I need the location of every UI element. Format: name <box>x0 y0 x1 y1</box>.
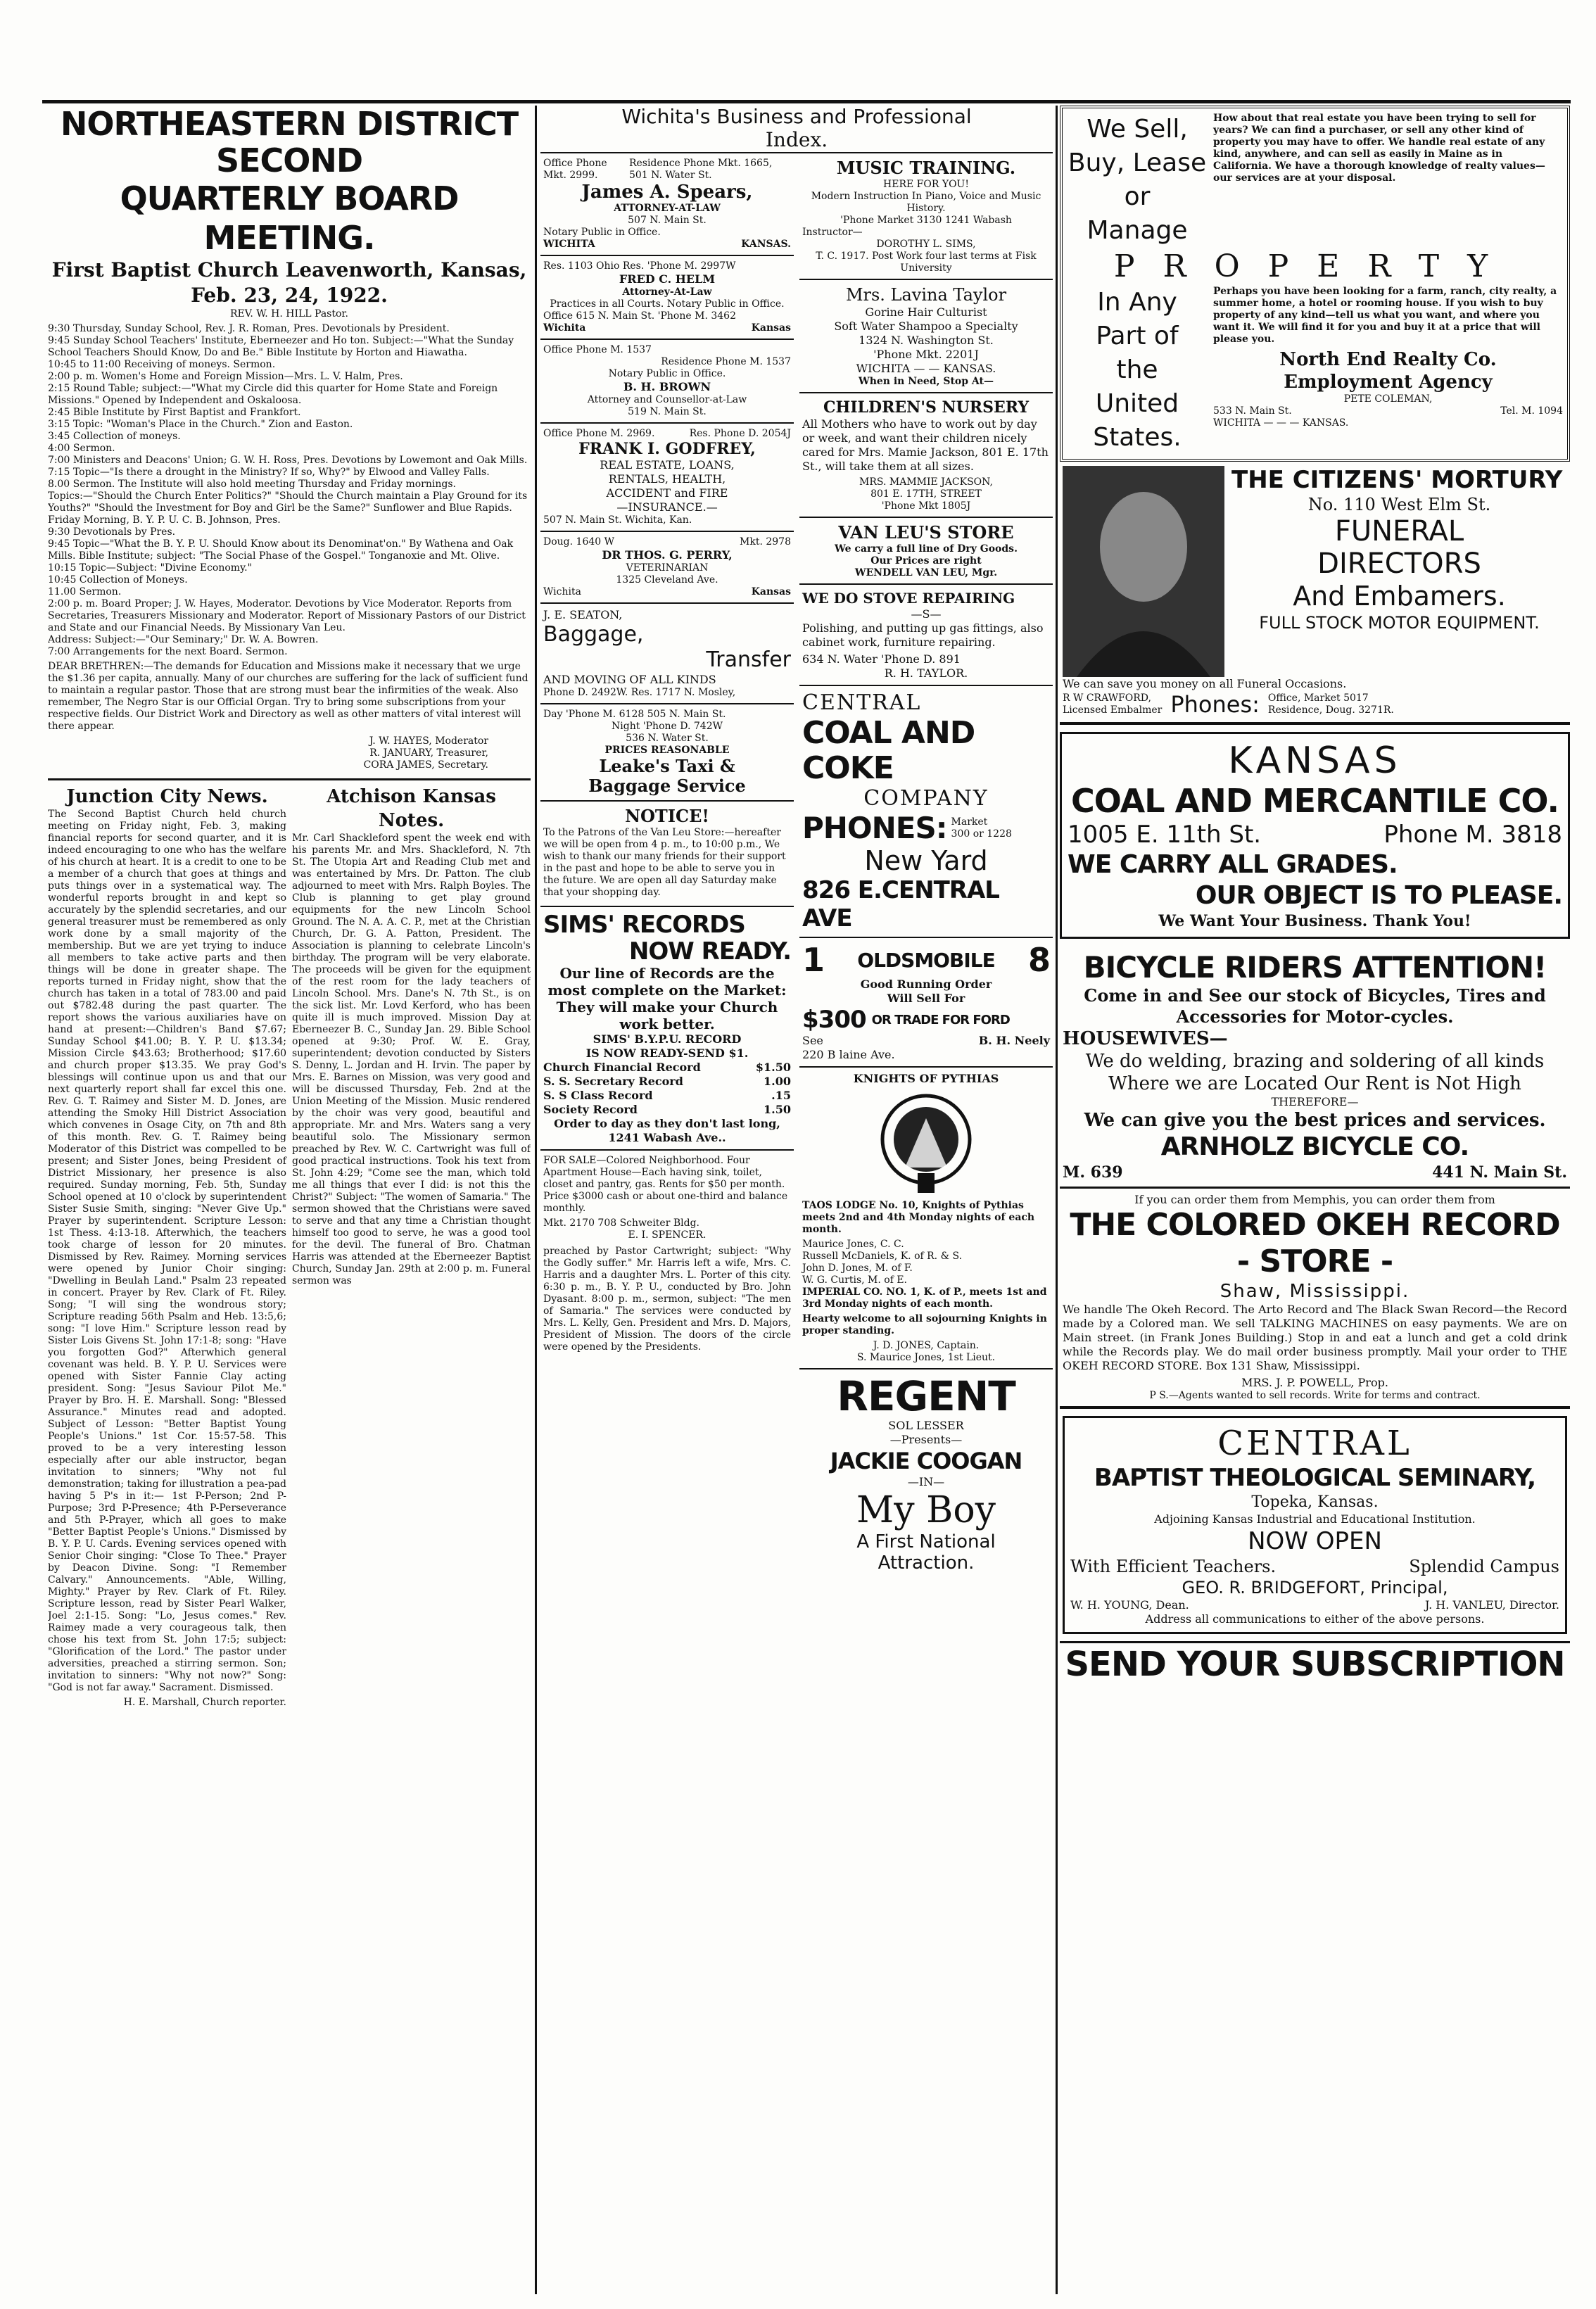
realty-company: North End Realty Co. <box>1279 349 1497 370</box>
ad-helm <box>540 256 794 340</box>
realty-or: or <box>1124 182 1151 211</box>
brown-res: Residence Phone M. 1537 <box>661 356 791 367</box>
knights-body: TAOS LODGE No. 10, Knights of Pythias meets 2nd and 4th Monday nights of each month. <box>802 1200 1035 1235</box>
regent-l4: —IN— <box>907 1475 945 1488</box>
brown-notary: Notary Public in Office. <box>608 368 726 379</box>
godfrey-line4: —INSURANCE.— <box>616 500 718 514</box>
music-name: DOROTHY L. SIMS, <box>876 239 976 250</box>
coal-market: Market <box>951 816 988 828</box>
regent-title: REGENT <box>837 1372 1015 1420</box>
regent-l3: JACKIE COOGAN <box>830 1448 1022 1474</box>
sims-item-name: Society Record <box>543 1103 638 1116</box>
realty-owner: PETE COLEMAN, <box>1343 393 1433 405</box>
leake-day: Day 'Phone M. 6128 505 N. Main St. <box>543 709 726 720</box>
sims-t3: SIMS' B.Y.P.U. RECORD <box>593 1032 742 1046</box>
brown-addr: 519 N. Main St. <box>628 406 707 417</box>
knights-welcome: Hearty welcome to all sojourning Knights in proper standing. <box>802 1313 1047 1336</box>
music-note: T. C. 1917. Post Work four last terms at Fisk University <box>816 251 1037 274</box>
mortuary-l2: DIRECTORS <box>1317 548 1481 580</box>
kansas-l2: COAL AND MERCANTILE CO. <box>1071 782 1559 820</box>
forsale-addr: Mkt. 2170 708 Schweiter Bldg. <box>543 1217 699 1229</box>
godfrey-addr: 507 N. Main St. Wichita, Kan. <box>543 514 692 526</box>
ad-seminary <box>1063 1416 1567 1634</box>
subscribe-banner: SEND YOUR SUBSCRIPTION <box>1060 1641 1570 1685</box>
regent-l1: SOL LESSER <box>888 1419 964 1432</box>
realty-manage: Manage <box>1087 216 1188 245</box>
realty-states: States. <box>1093 423 1182 452</box>
seminary-campus: Splendid Campus <box>1409 1557 1559 1576</box>
realty-property: PROPERTY <box>1113 248 1516 284</box>
bicycle-loc: Where we are Located Our Rent is Not High <box>1108 1073 1521 1094</box>
helm-office: Office 615 N. Main St. 'Phone M. 3462 <box>543 310 736 322</box>
bicycle-sub: Come in and See our stock of Bicycles, Tires and Accessories for Motor-cycles. <box>1084 985 1546 1027</box>
ad-okeh <box>1060 1189 1570 1409</box>
realty-addr: 533 N. Main St. <box>1213 405 1292 417</box>
program-item: 2:00 p. m. Women's Home and Foreign Mission—Mrs. L. V. Halm, Pres. <box>48 371 403 382</box>
realty-text2: Perhaps you have been looking for a farm, ranch, city realty, a summer home, a hotel or rooming house. If you wish to buy property of any kind—tell us what you want, and where you want it. We will find it for you and buy it at a price that will please you. <box>1213 286 1557 345</box>
nursery-addr: 801 E. 17TH, STREET <box>870 488 982 500</box>
sims-item-name: S. S. Secretary Record <box>543 1075 683 1088</box>
stove-s: —S— <box>911 607 942 621</box>
ad-forsale <box>540 1151 794 1246</box>
godfrey-name: FRANK I. GODFREY, <box>578 440 756 458</box>
leake-addr: 536 N. Water St. <box>626 733 709 744</box>
forsale-body: FOR SALE—Colored Neighborhood. Four Apartment House—Each having sink, toilet, closet and pantry, gas. Rents for $50 per month. Price $3000 cash or about one-third and balance monthly. <box>543 1155 788 1214</box>
nursery-name: MRS. MAMMIE JACKSON, <box>859 476 993 488</box>
mortuary-title: THE CITIZENS' MORTURY <box>1231 466 1563 494</box>
ad-notice <box>540 802 794 907</box>
seminary-principal: GEO. R. BRIDGEFORT, Principal, <box>1182 1578 1448 1598</box>
bicycle-weld: We do welding, brazing and soldering of all kinds <box>1085 1051 1545 1072</box>
ad-nursery <box>799 393 1053 518</box>
sims-body2: They will make your Church work better. <box>556 999 778 1032</box>
atchison-text: Mr. Carl Shackleford spent the week end with his parents Mr. and Mrs. Shackleford, N. 7th St. The Utopia Art and Reading Club met and was entertained by Mrs. Dr. Patton. The club adjourned to meet with Mrs. Ralph Boyles. The Club is planning to get play ground equipments for the new Lincoln School Ground. The N. A. A. C. P., met at the Christian Church, Dr. G. A. Patton, President. The Association is planning to celebrate Lincoln's birthday. The program will be very elaborate. The proceeds will be given for the equipment of the rest room for the lady teachers of Lincoln School. Mrs. Dane's N. 7th St., is on the sick list. Mr. Lovd Kerford, who has been quite ill is much improved. Mission Day at Eberneezer B. C., Sunday Jan. 29. Bible School opened at 9:30; Prof. W. E. Gray, superintendent; devotion conducted by Sisters S. Denny, L. Jordan and H. Irvin. The paper by Mrs. E. Barnes on Mission, was very good and will be discussed Thursday, Feb. 2nd at the Union Meeting of the Mission. Music rendered by the choir was very good, beautiful and appropriate. Mr. and Mrs. Waters sang a very beautiful solo. The Missionary sermon preached by Rev. W. C. Cartwright was full of good practical instructions. Took his text from St. John 4:29; "Come see the man, which told me all things that ever I did: is not this the Christ?" Subject: "The women of Samaria." The sermon showed that the Christians were saved to serve and that any time a Christian thought himself too good to serve, he was a good tool for the devil. The funeral of Bro. Chatman Harris was attended at the Eberneezer Baptist Church, Sunday Jan. 29th at 2:00 p. m. Funeral sermon was <box>292 833 531 1286</box>
perry-name: DR THOS. G. PERRY, <box>602 548 733 562</box>
sims-item-price: 1.00 <box>764 1075 791 1088</box>
helm-title: Attorney-At-Law <box>622 286 712 298</box>
notice-body: To the Patrons of the Van Leu Store:—hereafter we will be open from 4 p. m., to 10:00 p.m., We wish to thank our many friends for their support in the past and hope to be able to serve you in the future. We are open all day Saturday make that your shopping day. <box>543 827 786 898</box>
okeh-ps: P S.—Agents wanted to sell records. Write for terms and contract. <box>1149 1390 1481 1401</box>
realty-city: WICHITA — — — KANSAS. <box>1213 417 1349 429</box>
sims-item-price: .15 <box>771 1089 791 1102</box>
olds-l1: 1 <box>802 941 825 979</box>
spears-notary: Notary Public in Office. <box>543 227 661 238</box>
stove-title: WE DO STOVE REPAIRING <box>802 590 1015 607</box>
mortuary-body: We can save you money on all Funeral Occasions. <box>1063 677 1347 690</box>
bicycle-therefore: THEREFORE— <box>1271 1095 1359 1108</box>
okeh-body: We handle The Okeh Record. The Arto Record and The Black Swan Record—the Record made by a Colored man. We sell TALKING MACHINES on easy payments. We are on Main street. (in Frank Jones Building.) Stop in and eat a lunch and get a cold drink while the Records play. We do mail order business promptly. Mail your order to THE OKEH RECORD STORE. Box 131 Shaw, Mississippi. <box>1063 1303 1567 1372</box>
signer: CORA JAMES, Secretary. <box>363 759 488 771</box>
ad-brown <box>540 340 794 424</box>
program-item: 2:00 p. m. Board Proper; J. W. Hayes, Moderator. Devotions by Vice Moderator. Reports from Secretaries, Treasurers Missionary and Moderator. Report of Missionary Pastors of our District and State and our Financial Needs. By Missionary Van Leu. <box>48 598 526 633</box>
program-item: 2:15 Round Table; subject:—"What my Circle did this quarter for Home State and Foreign Missions." Opened by Independent and Oskaloosa. <box>48 383 498 406</box>
program-item: 10:45 to 11:00 Receiving of moneys. Sermon. <box>48 359 276 370</box>
knights-officer: Russell McDaniels, K. of R. & S. <box>802 1251 963 1262</box>
mortuary-res: Residence, Doug. 3271R. <box>1267 704 1394 716</box>
ad-spears <box>540 153 794 256</box>
seaton-phones: Phone D. 2492W. Res. 1717 N. Mosley, <box>543 687 736 698</box>
godfrey-res: Res. Phone D. 2054J <box>689 428 791 439</box>
ad-leake <box>540 704 794 802</box>
leake-name: Leake's Taxi & <box>599 756 735 776</box>
olds-see: See <box>802 1034 823 1047</box>
program-item: Friday Morning, B. Y. P. U. C. B. Johnson, Pres. <box>48 514 281 526</box>
index-subtitle: Index. <box>540 128 1053 153</box>
spears-city: WICHITA <box>543 239 595 250</box>
column-rule-1 <box>535 106 537 2294</box>
ad-kansas-coal <box>1060 732 1570 939</box>
column-3 <box>1060 106 1570 2294</box>
regent-l5: My Boy <box>856 1489 996 1531</box>
ad-bicycle <box>1060 946 1570 1189</box>
program-item: 3:15 Topic: "Woman's Place in the Church." Zion and Easton. <box>48 419 353 430</box>
ad-stove <box>799 585 1053 686</box>
kansas-l1: KANSAS <box>1228 740 1402 782</box>
olds-l5: Will Sell For <box>887 992 965 1005</box>
spears-residence: Residence Phone Mkt. 1665, 501 N. Water St. <box>628 158 773 181</box>
sims-item-row <box>543 1089 791 1103</box>
taylor-title: Gorine Hair Culturist <box>865 305 987 319</box>
taylor-name: Mrs. Lavina Taylor <box>845 285 1007 305</box>
portrait-photo-icon <box>1063 466 1224 677</box>
okeh-prop: MRS. J. P. POWELL, Prop. <box>1241 1376 1388 1389</box>
stove-body: Polishing, and putting up gas fittings, also cabinet work, furniture repairing. <box>802 621 1044 649</box>
seminary-addr: Address all communications to either of the above persons. <box>1145 1612 1485 1626</box>
coal-yard: New Yard <box>864 845 988 876</box>
headline-1: NORTHEASTERN DISTRICT SECOND <box>60 106 519 179</box>
vanleu-name: WENDELL VAN LEU, Mgr. <box>854 567 998 578</box>
realty-sell: We Sell, <box>1087 115 1188 144</box>
taylor-addr: 1324 N. Washington St. <box>859 334 994 347</box>
okeh-t2: - STORE - <box>1236 1244 1393 1279</box>
nursery-phone: 'Phone Mkt 1805J <box>881 500 971 512</box>
ad-taylor <box>799 280 1053 393</box>
junction-title: Junction City News. <box>66 786 268 807</box>
program-item: 9:45 Sunday School Teachers' Institute, Eberneezer and Ho ton. Subject:—"What the Sunday School Teachers Should Know, Do and Be." Bible Institute by Horton and Hiawatha. <box>48 335 514 358</box>
ad-sims <box>540 907 794 1151</box>
program-item: 11.00 Sermon. <box>48 586 122 597</box>
perry-doug: Doug. 1640 W <box>543 536 615 548</box>
column-2 <box>540 106 1053 2294</box>
ad-seaton <box>540 604 794 704</box>
realty-part: Part of <box>1096 322 1179 350</box>
knights-names <box>802 1239 1050 1286</box>
ad-realty <box>1060 106 1570 462</box>
olds-price: $300 <box>802 1006 866 1034</box>
regent-l2: —Presents— <box>889 1433 963 1446</box>
meeting-program <box>48 323 531 658</box>
okeh-intro: If you can order them from Memphis, you can order them from <box>1134 1193 1495 1206</box>
program-item: 7:15 Topic—"Is there a drought in the Ministry? If so, Why?" by Elwood and Valley Falls. <box>48 467 490 478</box>
coal-l1: CENTRAL <box>802 690 922 715</box>
coal-addr: 826 E.CENTRAL AVE <box>802 876 999 932</box>
helm-name: FRED C. HELM <box>619 272 716 286</box>
realty-united: United <box>1095 389 1179 418</box>
helm-state: Kansas <box>751 322 791 334</box>
knights-title: KNIGHTS OF PYTHIAS <box>853 1072 999 1085</box>
bicycle-addr: 441 N. Main St. <box>1432 1163 1567 1182</box>
helm-res: Res. 1103 Ohio Res. 'Phone M. 2997W <box>543 260 736 272</box>
sims-order: Order to day as they don't last long, 1241 Wabash Ave.. <box>554 1117 780 1144</box>
sims-item-name: Church Financial Record <box>543 1061 701 1074</box>
bicycle-prices: We can give you the best prices and services. <box>1084 1110 1546 1131</box>
seminary-director: J. H. VANLEU, Director. <box>1424 1598 1559 1612</box>
bicycle-name: ARNHOLZ BICYCLE CO. <box>1160 1132 1469 1161</box>
spears-addr: 507 N. Main St. <box>628 215 707 226</box>
meeting-letter: DEAR BRETHREN:—The demands for Education and Missions make it necessary that we urge the $1.36 per capita, annually. Many of our churches are suffering for the lack of sufficient fund to maintain a regular pastor. Those that are strong must bear the infirmities of the weak. Also remember, The Negro Star is our Official Organ. Try to bring some subscriptions from your respective fields. Our District Work and Directory as well as other matters of vital interest will there appear. <box>48 661 528 732</box>
sims-t1: SIMS' RECORDS <box>543 911 745 939</box>
program-item: Topics:—"Should the Church Enter Politics?" "Should the Church maintain a Play Ground for its Youths?" "Should the Investment for Boy and Girl be the Same?" Sunflower and Blue Rapids. <box>48 491 528 514</box>
kansas-want: We Want Your Business. Thank You! <box>1158 912 1471 930</box>
knights-officer: Maurice Jones, C. C. <box>802 1239 904 1250</box>
olds-trade: OR TRADE FOR FORD <box>871 1012 1010 1027</box>
mortuary-addr: No. 110 West Elm St. <box>1307 495 1491 514</box>
ad-music <box>799 153 1053 280</box>
notice-title: NOTICE! <box>625 806 709 826</box>
sims-item-row <box>543 1061 791 1075</box>
olds-name: B. H. Neely <box>978 1034 1050 1047</box>
column-rule-2 <box>1056 106 1058 2294</box>
junction-text: The Second Baptist Church held church meeting on Friday night, Feb. 3, making financial reports for second quarter, and it is indeed encouraging to one who has the welfare of his church at heart. It is a credit to one to be a member of a church that goes at things and puts things over in a systematical way. The wonderful reports brought in and kept so accurately by the splendid secretaries, and our general treasurer must be remembered as only work done by a small majority of the membership. But we are yet trying to induce all members to take active parts and then things will be done in greater shape. The reports turned in Friday night, show that the church has taken in a total of 783.00 and paid out $782.48 during the past quarter. The report shows the various auxiliaries have on hand at present:—Children's Band $7.67; Sunday School $41.00; B. Y. P. U. $13.34; Mission Circle $43.63; Brotherhood; $17.60 and church proper $13.35. We pray God's blessings will continue upon us and that our next quarterly report shall far excel this one. Rev. G. T. Raimey and Sister M. D. Jones, are attending the Smoky Hill District Association which convenes in Osage City, on 7th and 8th of this month. Rev. G. T. Raimey being Moderator of this District was compelled to be present; and Sister Jones, being President of District Missionary, her presence is also required. Sunday morning, Feb. 5th, Sunday School opened at 10 o'clock by superintendent Sister Susie Smith, singing: "Never Give Up." Prayer by superintendent. Scripture Lesson: 1st Thess. 4:13-18. Afterwhich, the teachers took charge of lesson for 20 minutes. Dismissed by Rev. Raimey. Morning services were opened by Junior Choir singing: "Dwelling in Beulah Land." Psalm 23 repeated in concert. Prayer by Rev. Clark of Ft. Riley. Song; "I will sing the wondrous story; Scripture reading 56th Psalm and Heb. 13:5,6; song: "I love Him." Scripture lesson read by Sister Lois Givens St. John 17:1-8; song: "Have you forgotten God?" Afterwhich general covenant was held. B. Y. P. U. Services were opened with Sister Fannie Clay acting president. Song: "Jesus Saviour Pilot Me." Prayer by Bro. H. E. Marshall. Song: "Blessed Assurance." Minutes read and adopted. Subject of Lesson: "Better Baptist Young People's Unions." 1st Cor. 15:57-58. This proved to be a very interesting lesson especially after our able instructor, began invitation to sinners; "Why not ful demonstration; taking for illustration a pea-pad having 5 P's in it:— 1st P-Person; 2nd P-Purpose; 3rd P-Presence; 4th P-Perseverance and 5th P-Prayer, which all goes to make "Better Baptist People's Unions." Dismissed by B. Y. P. U. Cards. Evening services opened with Senior Choir singing: "Close To Thee." Prayer by Deacon Divine. Song: "I Remember Calvary." Announcements. "Able, Willing, Mighty." Prayer by Rev. Clark of Ft. Riley. Scripture lesson, read by Sister Pearl Walker, Joel 2:1-15. Song: "Lo, Jesus comes." Rev. Raimey made a very courageous talk, then chose his text from St. John 17:5; subject: "Glorification of the Lord." The pastor under adversities, preached a stirring sermon. Son; invitation to sinners: "Why not now?" Song: "God is not far away." Sacrament. Dismissed. <box>48 809 286 1693</box>
knights-imperial: IMPERIAL CO. NO. 1, K. of P., meets 1st and 3rd Monday nights of each month. <box>802 1286 1047 1310</box>
mortuary-l1: FUNERAL <box>1334 515 1464 548</box>
headline-2: QUARTERLY BOARD MEETING. <box>120 179 459 257</box>
okeh-t1: THE COLORED OKEH RECORD <box>1070 1207 1560 1243</box>
okeh-town: Shaw, Mississippi. <box>1220 1281 1410 1302</box>
godfrey-line2: RENTALS, HEALTH, <box>608 472 726 486</box>
helm-body: Practices in all Courts. Notary Public in Office. <box>550 298 785 310</box>
taylor-phone: 'Phone Mkt. 2201J <box>873 348 979 361</box>
program-item: 7:00 Ministers and Deacons' Union; G. W. H. Ross, Pres. Devotions by Lowemont and Oak Mills. <box>48 455 528 466</box>
program-item: 3:45 Collection of moneys. <box>48 431 181 442</box>
bicycle-house: HOUSEWIVES— <box>1063 1028 1228 1049</box>
godfrey-line3: ACCIDENT and FIRE <box>606 486 728 500</box>
brown-office: Office Phone M. 1537 <box>543 344 652 355</box>
bicycle-m: M. 639 <box>1063 1163 1123 1182</box>
knights-officer: John D. Jones, M. of F. <box>802 1263 913 1274</box>
spears-name: James A. Spears, <box>581 182 753 203</box>
meeting-date: Feb. 23, 24, 1922. <box>191 284 388 307</box>
vanleu-line2: Our Prices are right <box>870 555 982 567</box>
program-item: 7:00 Arrangements for the next Board. Sermon. <box>48 646 288 657</box>
spears-title: ATTORNEY-AT-LAW <box>614 203 721 214</box>
taylor-body: Soft Water Shampoo a Specialty <box>834 320 1018 333</box>
godfrey-line1: REAL ESTATE, LOANS, <box>600 458 735 472</box>
mortuary-name: R W CRAWFORD, <box>1063 692 1151 704</box>
ad-godfrey <box>540 424 794 532</box>
coal-l3: COMPANY <box>863 786 989 811</box>
seminary-l2: BAPTIST THEOLOGICAL SEMINARY, <box>1094 1464 1536 1492</box>
seminary-city: Topeka, Kansas. <box>1251 1493 1379 1511</box>
knights-sig1: J. D. JONES, Captain. <box>873 1340 980 1351</box>
mortuary-role: Licensed Embalmer <box>1063 704 1163 716</box>
program-item: 10:15 Topic—Subject: "Divine Economy." <box>48 562 253 574</box>
kansas-phone: Phone M. 3818 <box>1383 821 1562 849</box>
perry-state: Kansas <box>751 586 791 597</box>
coal-nums: 300 or 1228 <box>951 828 1012 840</box>
regent-l7: Attraction. <box>878 1552 975 1574</box>
sims-body: Our line of Records are the most complete on the Market: <box>547 965 787 999</box>
kansas-addr: 1005 E. 11th St. <box>1068 821 1262 849</box>
realty-the: the <box>1116 355 1158 384</box>
ad-central-coal <box>799 686 1053 938</box>
spears-office: Office Phone Mkt. 2999. <box>543 158 607 181</box>
junction-signature: H. E. Marshall, Church reporter. <box>123 1697 286 1708</box>
bicycle-title: BICYCLE RIDERS ATTENTION! <box>1083 950 1547 985</box>
program-item: 2:45 Bible Institute by First Baptist and Frankfort. <box>48 407 301 418</box>
seminary-open: NOW OPEN <box>1248 1527 1382 1555</box>
nursery-title: CHILDREN'S NURSERY <box>823 398 1030 417</box>
taylor-city: WICHITA — — KANSAS. <box>856 362 996 375</box>
music-instr: Instructor— <box>802 227 863 238</box>
sims-t4: IS NOW READY-SEND $1. <box>585 1046 749 1060</box>
olds-addr: 220 B laine Ave. <box>802 1048 895 1061</box>
helm-city: Wichita <box>543 322 586 334</box>
olds-l3: 8 <box>1027 941 1050 979</box>
seaton-l3: AND MOVING OF ALL KINDS <box>543 673 716 686</box>
sims-items <box>543 1061 791 1117</box>
realty-agency: Employment Agency <box>1284 372 1493 393</box>
mortuary-phones: Phones: <box>1170 691 1260 718</box>
nursery-body: All Mothers who have to work out by day or week, and want their children nicely cared for Mrs. Mamie Jackson, 801 E. 17th St., will take them at all sizes. <box>802 417 1049 473</box>
sims-item-price: 1.50 <box>764 1103 791 1116</box>
olds-l4: Good Running Order <box>860 978 992 991</box>
program-item: 9:30 Thursday, Sunday School, Rev. J. R. Roman, Pres. Devotionals by President. <box>48 323 450 334</box>
knights-officer: W. G. Curtis, M. of E. <box>802 1274 908 1286</box>
coal-phones: PHONES: <box>802 811 947 845</box>
meeting-subhead: First Baptist Church Leavenworth, Kansas, <box>51 258 527 281</box>
sims-item-row <box>543 1075 791 1089</box>
knights-sig2: S. Maurice Jones, 1st Lieut. <box>856 1352 996 1363</box>
pythias-emblem-icon <box>877 1090 975 1196</box>
atchison-title: Atchison Kansas Notes. <box>327 786 496 831</box>
realty-tel: Tel. M. 1094 <box>1500 405 1563 417</box>
realty-any: In Any <box>1097 288 1177 317</box>
regent-l6: A First National <box>856 1531 996 1552</box>
music-sub: HERE FOR YOU! <box>883 179 969 190</box>
brown-title: Attorney and Counsellor-at-Law <box>587 394 747 405</box>
mortuary-office: Office, Market 5017 <box>1267 692 1369 704</box>
ad-oldsmobile <box>799 938 1053 1068</box>
stove-addr: 634 N. Water 'Phone D. 891 <box>802 652 961 666</box>
program-item: Address: Subject:—"Our Seminary;" Dr. W. A. Bowren. <box>48 634 319 645</box>
program-item: 10:45 Collection of Moneys. <box>48 574 188 586</box>
seaton-l2: Transfer <box>706 647 791 672</box>
seminary-adj: Adjoining Kansas Industrial and Educational Institution. <box>1154 1512 1476 1526</box>
olds-l2: OLDSMOBILE <box>857 948 995 972</box>
ad-regent <box>799 1369 1053 1578</box>
meeting-signers <box>48 735 531 771</box>
seminary-dean: W. H. YOUNG, Dean. <box>1070 1598 1189 1612</box>
brown-name: B. H. BROWN <box>623 380 711 393</box>
vanleu-title: VAN LEU'S STORE <box>838 522 1014 543</box>
index-title: Wichita's Business and Professional <box>621 106 972 128</box>
meeting-pastor: REV. W. H. HILL Pastor. <box>229 308 349 320</box>
ad-knights <box>799 1068 1053 1369</box>
perry-title: VETERINARIAN <box>626 562 709 574</box>
music-phone: 'Phone Market 3130 1241 Wabash <box>840 215 1012 226</box>
sims-item-price: $1.50 <box>755 1061 791 1074</box>
signer: R. JANUARY, Treasurer, <box>369 747 488 759</box>
top-rule <box>42 100 1571 103</box>
perry-addr: 1325 Cleveland Ave. <box>616 574 718 586</box>
sims-item-name: S. S Class Record <box>543 1089 653 1102</box>
atchison-continued: preached by Pastor Cartwright; subject: "Why the Godly suffer." Mr. Harris left a wife, Mrs. C. Harris and a daughter Mrs. L. Porter of this city. 6:30 p. m., B. Y. P. U., conducted by Bro. John Dyasant. 8:00 p. m., sermon, subject: "The men of Samaria." The services were conducted by Mrs. L. Kelly, Gen. President and Mrs. D. Majors, President of Mission. The doors of the circle were opened by the Presidents. <box>543 1246 791 1353</box>
leake-name2: Baggage Service <box>588 776 746 796</box>
music-body: Modern Instruction In Piano, Voice and Music History. <box>811 191 1041 214</box>
seminary-teachers: With Efficient Teachers. <box>1070 1557 1277 1576</box>
program-item: 8.00 Sermon. The Institute will also hold meeting Thursday and Friday mornings. <box>48 479 456 490</box>
program-item: 4:00 Sermon. <box>48 443 115 454</box>
sims-t2: NOW READY. <box>628 937 791 966</box>
forsale-name: E. I. SPENCER. <box>628 1229 707 1241</box>
kansas-object: OUR OBJECT IS TO PLEASE. <box>1195 881 1562 910</box>
godfrey-office: Office Phone M. 2969. <box>543 428 655 439</box>
music-title: MUSIC TRAINING. <box>836 158 1016 178</box>
program-item: 9:45 Topic—"What the B. Y. P. U. Should Know about its Denominat'on." By Wathena and Oak Mills. Bible Institute; subject: "The Social Phase of the Gospel." Tonganoxie and Mt. Olive. <box>48 538 514 562</box>
ad-mortuary <box>1060 462 1570 725</box>
program-item: 9:30 Devotionals by Pres. <box>48 526 176 538</box>
realty-text1: How about that real estate you have been trying to sell for years? We can find a purchaser, or sell any other kind of property you may have to offer. We handle real estate of any kind, anywhere, and can sell as easily in Maine as in California. We have a thorough knowledge of realty values—our services are at your disposal. <box>1213 113 1545 184</box>
signer: J. W. HAYES, Moderator <box>369 735 488 747</box>
seaton-name: J. E. SEATON, <box>543 608 623 621</box>
seaton-l1: Baggage, <box>543 622 644 647</box>
column-1 <box>48 106 531 2294</box>
seminary-l1: CENTRAL <box>1217 1424 1412 1463</box>
sims-item-row <box>543 1103 791 1117</box>
kansas-grades: WE CARRY ALL GRADES. <box>1068 850 1398 879</box>
coal-l2: COAL AND COKE <box>802 715 975 786</box>
taylor-note: When in Need, Stop At— <box>858 376 994 387</box>
vanleu-line1: We carry a full line of Dry Goods. <box>835 543 1018 555</box>
ad-vanleu <box>799 518 1053 585</box>
realty-buy: Buy, Lease <box>1068 148 1207 177</box>
mortuary-l4: FULL STOCK MOTOR EQUIPMENT. <box>1259 613 1540 633</box>
stove-name: R. H. TAYLOR. <box>884 666 968 680</box>
perry-city: Wichita <box>543 586 581 597</box>
leake-prices: PRICES REASONABLE <box>604 745 730 756</box>
mortuary-l3: And Embamers. <box>1293 581 1506 612</box>
leake-night: Night 'Phone D. 742W <box>612 721 723 732</box>
ad-perry <box>540 532 794 604</box>
perry-mkt: Mkt. 2978 <box>740 536 791 548</box>
spears-state: KANSAS. <box>741 239 791 250</box>
